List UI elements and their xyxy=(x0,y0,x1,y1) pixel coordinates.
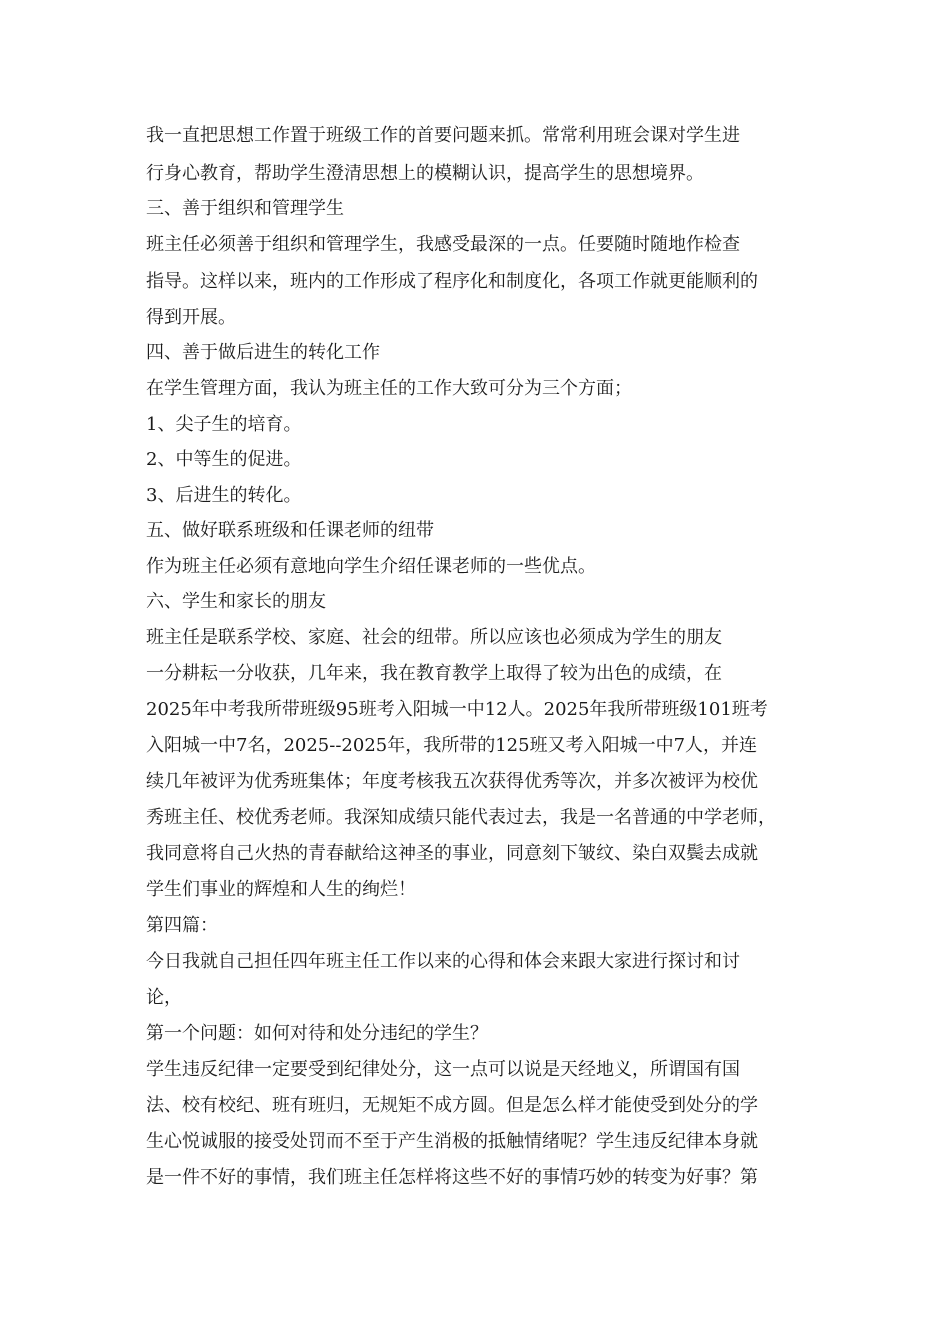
text-line: 论， xyxy=(146,987,182,1008)
text-line: 学生违反纪律一定要受到纪律处分，这一点可以说是天经地义，所谓国有国 xyxy=(146,1059,740,1080)
text-line: 一分耕耘一分收获，几年来，我在教育教学上取得了较为出色的成绩，在 xyxy=(146,663,722,684)
text-line: 今日我就自己担任四年班主任工作以来的心得和体会来跟大家进行探讨和讨 xyxy=(146,951,740,972)
text-line: 在学生管理方面，我认为班主任的工作大致可分为三个方面； xyxy=(146,378,632,399)
section-heading: 四、善于做后进生的转化工作 xyxy=(146,342,380,363)
list-item: 3、后进生的转化。 xyxy=(146,485,302,506)
list-item: 1、尖子生的培育。 xyxy=(146,414,302,435)
section-heading: 三、善于组织和管理学生 xyxy=(146,198,344,219)
text-line: 2025年中考我所带班级95班考入阳城一中12人。2025年我所带班级101班考 xyxy=(146,699,768,720)
text-line: 得到开展。 xyxy=(146,307,236,328)
text-line: 班主任必须善于组织和管理学生，我感受最深的一点。任要随时随地作检查 xyxy=(146,234,740,255)
text-line: 法、校有校纪、班有班归，无规矩不成方圆。但是怎么样才能使受到处分的学 xyxy=(146,1095,758,1116)
article-heading: 第四篇： xyxy=(146,915,218,936)
text-line: 我同意将自己火热的青春献给这神圣的事业，同意刻下皱纹、染白双鬓去成就 xyxy=(146,843,758,864)
section-heading: 第一个问题：如何对待和处分违纪的学生？ xyxy=(146,1023,488,1044)
text-line: 行身心教育，帮助学生澄清思想上的模糊认识，提高学生的思想境界。 xyxy=(146,163,704,184)
text-line: 作为班主任必须有意地向学生介绍任课老师的一些优点。 xyxy=(146,556,596,577)
text-line: 我一直把思想工作置于班级工作的首要问题来抓。常常利用班会课对学生进 xyxy=(146,125,740,146)
list-item: 2、中等生的促进。 xyxy=(146,449,302,470)
text-line: 学生们事业的辉煌和人生的绚烂！ xyxy=(146,879,416,900)
text-line: 指导。这样以来，班内的工作形成了程序化和制度化，各项工作就更能顺利的 xyxy=(146,271,758,292)
text-line: 生心悦诚服的接受处罚而不至于产生消极的抵触情绪呢？学生违反纪律本身就 xyxy=(146,1131,758,1152)
section-heading: 六、学生和家长的朋友 xyxy=(146,591,326,612)
text-line: 入阳城一中7名，2025--2025年，我所带的125班又考入阳城一中7人，并连 xyxy=(146,735,758,756)
text-line: 续几年被评为优秀班集体；年度考核我五次获得优秀等次，并多次被评为校优 xyxy=(146,771,758,792)
section-heading: 五、做好联系班级和任课老师的纽带 xyxy=(146,520,434,541)
text-line: 是一件不好的事情，我们班主任怎样将这些不好的事情巧妙的转变为好事？第 xyxy=(146,1167,758,1188)
text-line: 班主任是联系学校、家庭、社会的纽带。所以应该也必须成为学生的朋友 xyxy=(146,627,722,648)
text-line: 秀班主任、校优秀老师。我深知成绩只能代表过去，我是一名普通的中学老师， xyxy=(146,807,776,828)
